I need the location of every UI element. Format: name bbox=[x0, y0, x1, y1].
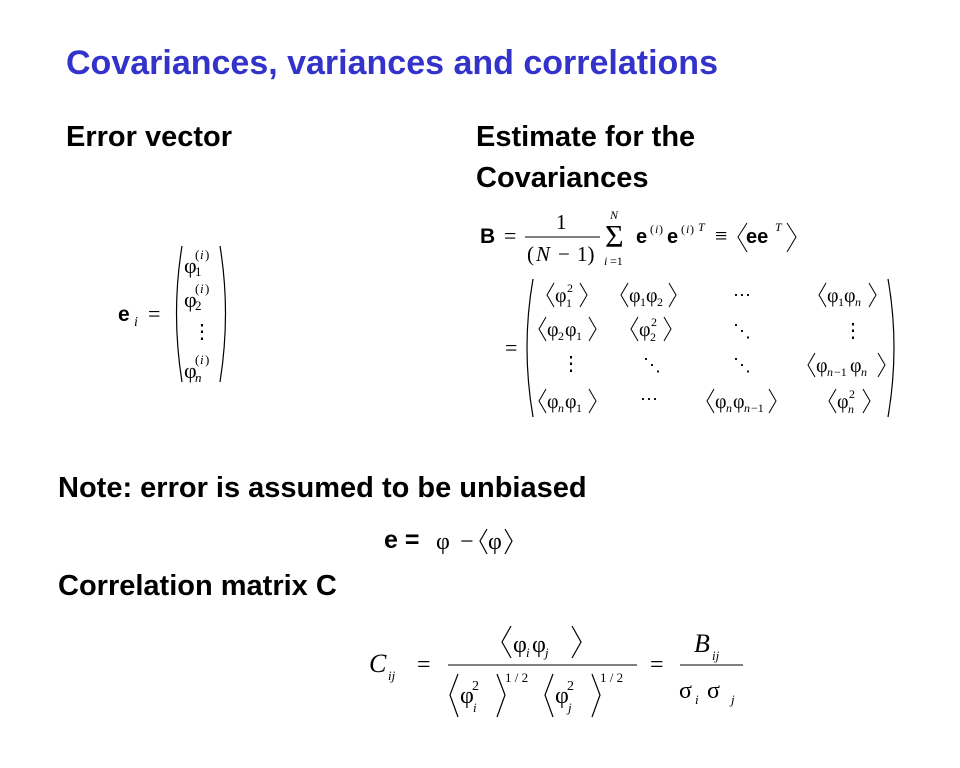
svg-text:B: B bbox=[480, 225, 496, 248]
svg-text:1: 1 bbox=[640, 295, 646, 309]
svg-text:e: e bbox=[667, 226, 679, 248]
matrix-cell-2-4: ⋮ bbox=[843, 320, 863, 342]
matrix-cell-3-3: ⋱ bbox=[733, 355, 751, 375]
svg-text:φ: φ bbox=[837, 391, 849, 413]
svg-text:n: n bbox=[726, 401, 732, 415]
svg-text:ee: ee bbox=[746, 226, 769, 248]
svg-text:2: 2 bbox=[567, 281, 573, 295]
svg-text:φ: φ bbox=[460, 683, 474, 709]
svg-text:σ: σ bbox=[707, 678, 720, 704]
svg-text:T: T bbox=[775, 220, 782, 234]
svg-text:=: = bbox=[650, 652, 664, 678]
svg-text:N: N bbox=[536, 242, 551, 266]
estimate-heading-line1: Estimate for the bbox=[476, 121, 696, 153]
svg-text:e: e bbox=[636, 226, 648, 248]
matrix-cell-2-1 bbox=[539, 317, 596, 343]
svg-text:1 / 2: 1 / 2 bbox=[600, 670, 624, 685]
svg-text:ij: ij bbox=[388, 668, 396, 683]
matrix-cell-1-2 bbox=[621, 283, 676, 309]
svg-text:n: n bbox=[744, 401, 750, 415]
svg-text:2: 2 bbox=[472, 679, 479, 694]
estimate-heading bbox=[476, 117, 695, 199]
svg-text:φ: φ bbox=[629, 285, 641, 307]
svg-text:φ: φ bbox=[827, 285, 839, 307]
correlation-numerator bbox=[502, 626, 581, 660]
svg-text:φ: φ bbox=[547, 319, 559, 341]
svg-text:e =: e = bbox=[384, 526, 420, 554]
matrix-cell-4-2: ⋯ bbox=[640, 389, 658, 409]
svg-text:2: 2 bbox=[195, 298, 202, 313]
summation-sign: Σ bbox=[605, 218, 624, 254]
matrix-right-paren bbox=[888, 279, 894, 417]
svg-text:): ) bbox=[205, 352, 210, 367]
svg-text:(: ( bbox=[195, 352, 200, 367]
svg-text:1): 1) bbox=[577, 242, 595, 266]
svg-text:=: = bbox=[148, 301, 161, 326]
correlation-formula bbox=[365, 622, 765, 727]
right-paren bbox=[220, 246, 226, 382]
svg-text:B: B bbox=[694, 629, 710, 658]
svg-text:j: j bbox=[568, 700, 572, 715]
svg-text:φ: φ bbox=[639, 319, 651, 341]
covariance-matrix bbox=[495, 275, 915, 425]
svg-text:1: 1 bbox=[838, 295, 844, 309]
svg-text:φ: φ bbox=[184, 358, 197, 383]
slide-title: Covariances, variances and correlations bbox=[66, 44, 718, 82]
svg-text:2: 2 bbox=[567, 679, 574, 694]
svg-text:φ: φ bbox=[436, 529, 450, 555]
svg-text:φ: φ bbox=[555, 683, 569, 709]
svg-text:≡: ≡ bbox=[715, 223, 728, 248]
svg-text:i: i bbox=[686, 222, 690, 236]
correlation-denominator bbox=[450, 670, 623, 717]
svg-text:i: i bbox=[200, 281, 204, 296]
svg-text:φ: φ bbox=[850, 355, 862, 377]
matrix-cell-3-2: ⋱ bbox=[643, 355, 661, 375]
svg-text:i: i bbox=[200, 352, 204, 367]
error-vector-e: e bbox=[118, 303, 130, 326]
svg-text:=: = bbox=[504, 223, 517, 248]
svg-text:n: n bbox=[827, 365, 833, 379]
svg-text:−1: −1 bbox=[834, 365, 847, 379]
covariance-estimate-equation bbox=[478, 205, 808, 275]
note-text: Note: error is assumed to be unbiased bbox=[58, 472, 587, 504]
matrix-cell-3-1: ⋮ bbox=[561, 353, 581, 375]
svg-text:): ) bbox=[205, 247, 210, 262]
error-vector-vdots: ⋮ bbox=[192, 321, 212, 343]
svg-text:i: i bbox=[695, 692, 699, 707]
svg-text:φ: φ bbox=[715, 391, 727, 413]
error-vector-heading: Error vector bbox=[66, 121, 233, 153]
svg-text:φ: φ bbox=[844, 285, 856, 307]
svg-text:1: 1 bbox=[566, 296, 572, 310]
svg-text:i: i bbox=[134, 315, 138, 330]
matrix-cell-1-1 bbox=[547, 281, 587, 310]
svg-text:φ: φ bbox=[646, 285, 658, 307]
svg-text:N: N bbox=[610, 208, 619, 222]
svg-text:i: i bbox=[526, 645, 530, 660]
svg-text:ij: ij bbox=[712, 648, 720, 663]
svg-text:=: = bbox=[505, 335, 518, 360]
svg-text:): ) bbox=[659, 222, 663, 236]
svg-text:−1: −1 bbox=[751, 401, 764, 415]
svg-text:−: − bbox=[558, 242, 570, 266]
matrix-cell-4-3 bbox=[707, 389, 776, 415]
svg-text:φ: φ bbox=[184, 287, 197, 312]
svg-text:φ: φ bbox=[555, 285, 567, 307]
svg-text:σ: σ bbox=[679, 678, 692, 704]
svg-text:φ: φ bbox=[488, 529, 502, 555]
svg-text:φ: φ bbox=[513, 632, 527, 658]
correlation-heading: Correlation matrix C bbox=[58, 570, 337, 602]
left-paren bbox=[177, 246, 183, 382]
error-vector-equation bbox=[110, 240, 250, 390]
error-vector-component-2 bbox=[184, 281, 209, 313]
svg-text:φ: φ bbox=[547, 391, 559, 413]
svg-text:1: 1 bbox=[556, 210, 567, 234]
svg-text:): ) bbox=[690, 222, 694, 236]
matrix-cell-4-1 bbox=[539, 389, 596, 415]
svg-text:i: i bbox=[200, 247, 204, 262]
svg-text:=1: =1 bbox=[610, 254, 623, 268]
svg-text:2: 2 bbox=[657, 295, 663, 309]
svg-text:2: 2 bbox=[849, 387, 855, 401]
svg-text:−: − bbox=[460, 529, 474, 555]
error-vector-component-1 bbox=[184, 247, 209, 279]
matrix-cell-3-4 bbox=[808, 353, 885, 379]
svg-text:n: n bbox=[861, 365, 867, 379]
svg-text:1: 1 bbox=[576, 401, 582, 415]
svg-text:φ: φ bbox=[816, 355, 828, 377]
svg-text:(: ( bbox=[650, 222, 654, 236]
svg-text:=: = bbox=[417, 652, 431, 678]
error-vector-component-n bbox=[184, 352, 209, 385]
estimate-heading-line2: Covariances bbox=[476, 162, 649, 194]
svg-text:(: ( bbox=[681, 222, 685, 236]
matrix-cell-1-3: ⋯ bbox=[733, 285, 751, 305]
svg-text:(: ( bbox=[527, 242, 534, 266]
svg-text:φ: φ bbox=[532, 632, 546, 658]
svg-text:i: i bbox=[604, 254, 608, 268]
svg-text:2: 2 bbox=[651, 315, 657, 329]
svg-text:2: 2 bbox=[558, 329, 564, 343]
svg-text:1 / 2: 1 / 2 bbox=[505, 670, 529, 685]
unbiased-equation bbox=[380, 520, 540, 560]
matrix-cell-2-3: ⋱ bbox=[733, 321, 751, 341]
svg-text:(: ( bbox=[195, 247, 200, 262]
svg-text:φ: φ bbox=[565, 319, 577, 341]
svg-text:): ) bbox=[205, 281, 210, 296]
svg-text:φ: φ bbox=[733, 391, 745, 413]
matrix-left-paren bbox=[527, 279, 533, 417]
svg-text:n: n bbox=[195, 370, 202, 385]
svg-text:2: 2 bbox=[650, 330, 656, 344]
svg-text:1: 1 bbox=[195, 264, 202, 279]
svg-text:C: C bbox=[369, 649, 387, 678]
matrix-cell-1-4 bbox=[819, 283, 876, 309]
svg-text:n: n bbox=[848, 402, 854, 416]
svg-text:n: n bbox=[558, 401, 564, 415]
svg-text:(: ( bbox=[195, 281, 200, 296]
svg-text:j: j bbox=[731, 692, 735, 707]
svg-text:φ: φ bbox=[565, 391, 577, 413]
svg-text:T: T bbox=[698, 220, 705, 234]
matrix-cell-2-2 bbox=[631, 315, 671, 344]
svg-text:i: i bbox=[473, 700, 477, 715]
svg-text:j: j bbox=[545, 645, 549, 660]
svg-text:i: i bbox=[655, 222, 659, 236]
svg-text:n: n bbox=[855, 295, 861, 309]
matrix-cell-4-4 bbox=[829, 387, 870, 416]
svg-text:φ: φ bbox=[184, 253, 197, 278]
svg-text:1: 1 bbox=[576, 329, 582, 343]
